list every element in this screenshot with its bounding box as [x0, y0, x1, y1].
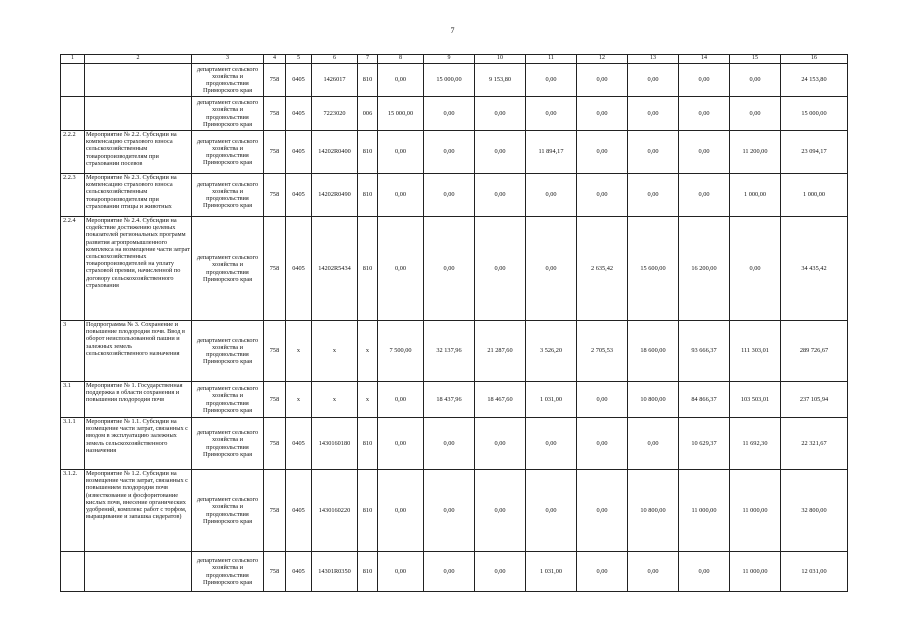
amount-10: 0,00	[475, 131, 526, 174]
amount-16: 237 105,94	[781, 382, 848, 418]
target-article-code: 1430160220	[312, 470, 358, 552]
amount-8: 7 500,00	[378, 321, 424, 382]
column-number: 10	[475, 55, 526, 64]
amount-11: 0,00	[526, 64, 577, 97]
table-row	[61, 131, 848, 174]
amount-8: 0,00	[378, 131, 424, 174]
amount-15: 0,00	[730, 64, 781, 97]
measure-name: Мероприятие № 1. Государственная поддержка в области сохранения и повышения плодородия почв	[85, 382, 192, 418]
amount-9: 0,00	[424, 174, 475, 217]
amount-10: 0,00	[475, 217, 526, 321]
row-code: 3.1	[61, 382, 85, 418]
amount-13: 0,00	[628, 418, 679, 470]
measure-name: Мероприятие № 2.3. Субсидии на компенсацию страхового взноса сельскохозяйственным товаропроизводителям при страховании птицы и животных	[85, 174, 192, 217]
table-row	[61, 418, 848, 470]
amount-12: 0,00	[577, 174, 628, 217]
amount-13: 10 800,00	[628, 382, 679, 418]
amount-14: 0,00	[679, 174, 730, 217]
table-row	[61, 382, 848, 418]
column-number: 7	[358, 55, 378, 64]
column-number: 2	[85, 55, 192, 64]
target-article-code: 14202R0490	[312, 174, 358, 217]
table-row	[61, 64, 848, 97]
column-number: 11	[526, 55, 577, 64]
row-code: 2.2.4	[61, 217, 85, 321]
amount-14: 10 629,37	[679, 418, 730, 470]
target-article-code: x	[312, 321, 358, 382]
section-code: 0405	[286, 64, 312, 97]
row-code: 3	[61, 321, 85, 382]
measure-name: Мероприятие № 1.1. Субсидии на возмещение части затрат, связанных с вводом в эксплуатацию залежных земель сельскохозяйственного назначения	[85, 418, 192, 470]
expense-type-code: 810	[358, 174, 378, 217]
row-code	[61, 552, 85, 592]
expense-type-code: x	[358, 382, 378, 418]
amount-12: 2 705,53	[577, 321, 628, 382]
amount-16: 32 800,00	[781, 470, 848, 552]
table-row	[61, 97, 848, 131]
row-code	[61, 97, 85, 131]
amount-9: 0,00	[424, 470, 475, 552]
amount-12: 0,00	[577, 552, 628, 592]
target-article-code: 1426017	[312, 64, 358, 97]
expense-type-code: x	[358, 321, 378, 382]
amount-12: 0,00	[577, 97, 628, 131]
amount-13: 0,00	[628, 552, 679, 592]
amount-14: 0,00	[679, 97, 730, 131]
table-row	[61, 321, 848, 382]
section-code: x	[286, 321, 312, 382]
amount-12: 2 635,42	[577, 217, 628, 321]
section-code: 0405	[286, 552, 312, 592]
executor: департамент сельского хозяйства и продовольствия Приморского края	[192, 418, 264, 470]
executor: департамент сельского хозяйства и продовольствия Приморского края	[192, 552, 264, 592]
amount-11: 0,00	[526, 217, 577, 321]
amount-8: 0,00	[378, 552, 424, 592]
table-row	[61, 217, 848, 321]
section-code: 0405	[286, 418, 312, 470]
amount-10: 0,00	[475, 418, 526, 470]
amount-11: 1 031,00	[526, 382, 577, 418]
expense-type-code: 810	[358, 131, 378, 174]
executor: департамент сельского хозяйства и продовольствия Приморского края	[192, 64, 264, 97]
amount-11: 0,00	[526, 470, 577, 552]
expense-type-code: 810	[358, 552, 378, 592]
executor: департамент сельского хозяйства и продовольствия Приморского края	[192, 217, 264, 321]
amount-10: 0,00	[475, 97, 526, 131]
page-number: 7	[450, 26, 455, 35]
amount-15: 103 503,01	[730, 382, 781, 418]
amount-10: 21 287,60	[475, 321, 526, 382]
table-row	[61, 470, 848, 552]
amount-16: 23 094,17	[781, 131, 848, 174]
measure-name: Мероприятие № 1.2. Субсидии на возмещение части затрат, связанных с повышением плодородия почв (известкование и фосфоритование кислых почв, внесение органических удобрений, комплекс работ с торфом, выращивание и запашка сидератов)	[85, 470, 192, 552]
amount-9: 0,00	[424, 552, 475, 592]
amount-12: 0,00	[577, 382, 628, 418]
amount-15: 11 000,00	[730, 552, 781, 592]
amount-11: 0,00	[526, 418, 577, 470]
amount-14: 11 000,00	[679, 470, 730, 552]
column-number: 5	[286, 55, 312, 64]
ministry-code: 758	[264, 64, 286, 97]
amount-16: 289 726,67	[781, 321, 848, 382]
amount-16: 15 000,00	[781, 97, 848, 131]
expense-type-code: 810	[358, 418, 378, 470]
section-code: 0405	[286, 97, 312, 131]
executor: департамент сельского хозяйства и продовольствия Приморского края	[192, 382, 264, 418]
ministry-code: 758	[264, 552, 286, 592]
amount-16: 12 031,00	[781, 552, 848, 592]
amount-12: 0,00	[577, 470, 628, 552]
executor: департамент сельского хозяйства и продовольствия Приморского края	[192, 174, 264, 217]
amount-15: 11 000,00	[730, 470, 781, 552]
amount-10: 0,00	[475, 552, 526, 592]
amount-12: 0,00	[577, 64, 628, 97]
expense-type-code: 810	[358, 64, 378, 97]
expense-type-code: 006	[358, 97, 378, 131]
amount-9: 0,00	[424, 418, 475, 470]
amount-15: 0,00	[730, 217, 781, 321]
column-number: 16	[781, 55, 848, 64]
amount-9: 0,00	[424, 131, 475, 174]
row-code	[61, 64, 85, 97]
amount-12: 0,00	[577, 131, 628, 174]
amount-13: 10 800,00	[628, 470, 679, 552]
column-number: 15	[730, 55, 781, 64]
measure-name: Мероприятие № 2.2. Субсидии на компенсацию страхового взноса сельскохозяйственным товаропроизводителям при страховании посевов	[85, 131, 192, 174]
amount-9: 0,00	[424, 97, 475, 131]
ministry-code: 758	[264, 418, 286, 470]
ministry-code: 758	[264, 97, 286, 131]
column-number: 12	[577, 55, 628, 64]
executor: департамент сельского хозяйства и продовольствия Приморского края	[192, 97, 264, 131]
row-code: 3.1.2.	[61, 470, 85, 552]
amount-11: 11 894,17	[526, 131, 577, 174]
target-article-code: 14202R0400	[312, 131, 358, 174]
amount-16: 22 321,67	[781, 418, 848, 470]
column-number: 6	[312, 55, 358, 64]
column-number: 8	[378, 55, 424, 64]
amount-13: 0,00	[628, 174, 679, 217]
amount-13: 18 600,00	[628, 321, 679, 382]
target-article-code: x	[312, 382, 358, 418]
ministry-code: 758	[264, 321, 286, 382]
amount-13: 0,00	[628, 97, 679, 131]
ministry-code: 758	[264, 217, 286, 321]
amount-9: 15 000,00	[424, 64, 475, 97]
section-code: 0405	[286, 217, 312, 321]
row-code: 2.2.2	[61, 131, 85, 174]
amount-13: 0,00	[628, 131, 679, 174]
ministry-code: 758	[264, 470, 286, 552]
amount-10: 18 467,60	[475, 382, 526, 418]
executor: департамент сельского хозяйства и продовольствия Приморского края	[192, 470, 264, 552]
amount-9: 0,00	[424, 217, 475, 321]
ministry-code: 758	[264, 382, 286, 418]
amount-10: 0,00	[475, 174, 526, 217]
amount-10: 9 153,80	[475, 64, 526, 97]
amount-13: 15 600,00	[628, 217, 679, 321]
amount-10: 0,00	[475, 470, 526, 552]
section-code: x	[286, 382, 312, 418]
table-row	[61, 174, 848, 217]
amount-14: 93 666,37	[679, 321, 730, 382]
measure-name	[85, 97, 192, 131]
amount-14: 0,00	[679, 64, 730, 97]
measure-name	[85, 64, 192, 97]
amount-8: 0,00	[378, 174, 424, 217]
amount-9: 18 437,96	[424, 382, 475, 418]
expense-type-code: 810	[358, 217, 378, 321]
table-row	[61, 552, 848, 592]
amount-16: 24 153,80	[781, 64, 848, 97]
amount-11: 0,00	[526, 174, 577, 217]
amount-8: 15 000,00	[378, 97, 424, 131]
amount-8: 0,00	[378, 217, 424, 321]
amount-8: 0,00	[378, 470, 424, 552]
expense-type-code: 810	[358, 470, 378, 552]
amount-15: 0,00	[730, 97, 781, 131]
column-number: 9	[424, 55, 475, 64]
amount-8: 0,00	[378, 382, 424, 418]
column-number: 1	[61, 55, 85, 64]
target-article-code: 14202R5434	[312, 217, 358, 321]
amount-15: 111 303,01	[730, 321, 781, 382]
target-article-code: 1430160180	[312, 418, 358, 470]
executor: департамент сельского хозяйства и продовольствия Приморского края	[192, 131, 264, 174]
amount-16: 34 435,42	[781, 217, 848, 321]
amount-11: 1 031,00	[526, 552, 577, 592]
executor: департамент сельского хозяйства и продовольствия Приморского края	[192, 321, 264, 382]
section-code: 0405	[286, 470, 312, 552]
column-number: 4	[264, 55, 286, 64]
amount-8: 0,00	[378, 64, 424, 97]
amount-9: 32 137,96	[424, 321, 475, 382]
target-article-code: 7223020	[312, 97, 358, 131]
table-header-row	[61, 55, 848, 64]
ministry-code: 758	[264, 174, 286, 217]
amount-11: 3 526,20	[526, 321, 577, 382]
section-code: 0405	[286, 131, 312, 174]
amount-8: 0,00	[378, 418, 424, 470]
measure-name: Мероприятие № 2.4. Субсидии на содействие достижению целевых показателей региональных программ развития агропромышленного комплекса на возмещение части затрат сельскохозяйственных товаропроизводителей на уплату страховой премии, начисленной по договору сельскохозяйственного страхования	[85, 217, 192, 321]
amount-14: 84 866,37	[679, 382, 730, 418]
amount-16: 1 000,00	[781, 174, 848, 217]
target-article-code: 14301R0350	[312, 552, 358, 592]
column-number: 13	[628, 55, 679, 64]
amount-13: 0,00	[628, 64, 679, 97]
amount-12: 0,00	[577, 418, 628, 470]
column-number: 3	[192, 55, 264, 64]
amount-11: 0,00	[526, 97, 577, 131]
amount-15: 11 200,00	[730, 131, 781, 174]
amount-14: 0,00	[679, 552, 730, 592]
section-code: 0405	[286, 174, 312, 217]
amount-14: 0,00	[679, 131, 730, 174]
row-code: 3.1.1	[61, 418, 85, 470]
measure-name: Подпрограмма № 3. Сохранение и повышение плодородия почв. Ввод в оборот неиспользованной пашни и залежных земель сельскохозяйственного назначения	[85, 321, 192, 382]
amount-15: 1 000,00	[730, 174, 781, 217]
budget-table	[60, 54, 848, 592]
row-code: 2.2.3	[61, 174, 85, 217]
amount-14: 16 200,00	[679, 217, 730, 321]
amount-15: 11 692,30	[730, 418, 781, 470]
ministry-code: 758	[264, 131, 286, 174]
column-number: 14	[679, 55, 730, 64]
measure-name	[85, 552, 192, 592]
